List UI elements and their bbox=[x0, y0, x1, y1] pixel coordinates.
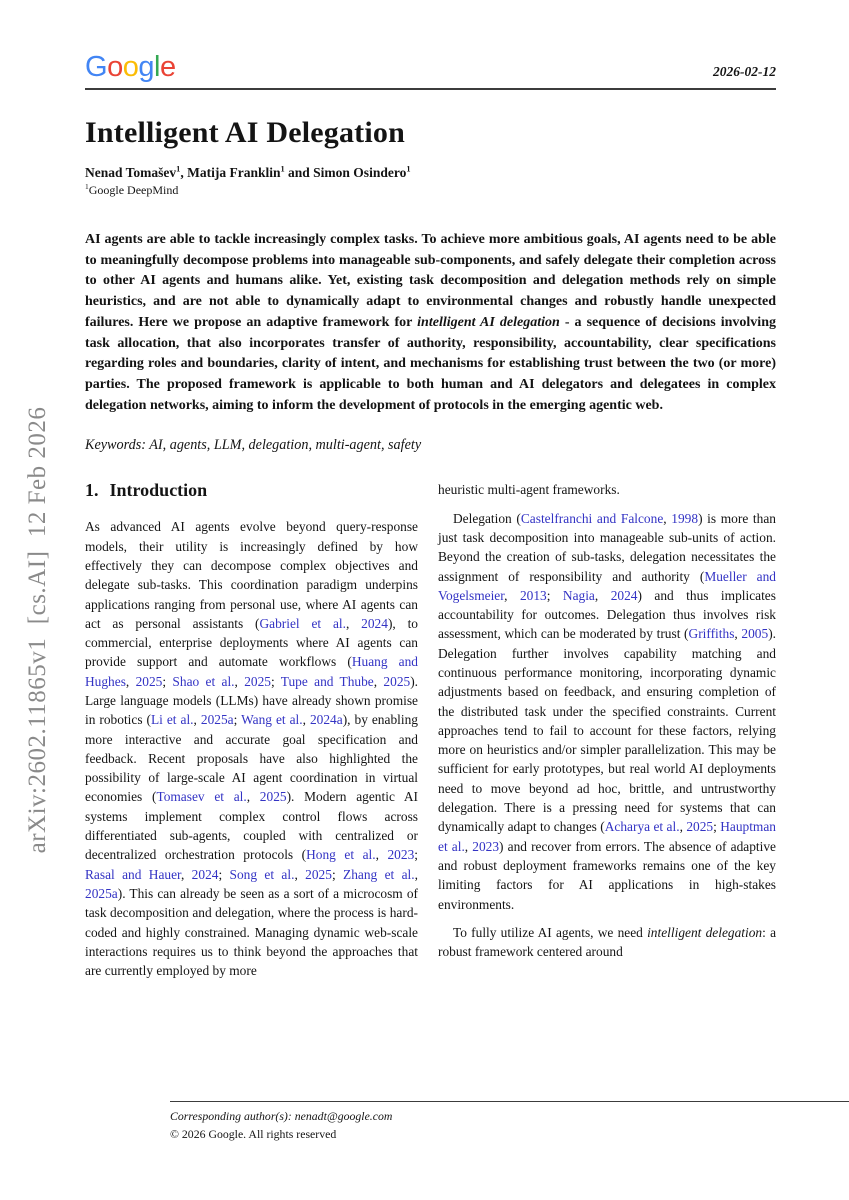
citation-link[interactable]: Wang et al. bbox=[241, 712, 303, 728]
author-superscript: 1 bbox=[85, 182, 89, 191]
citation-link[interactable]: Castelfranchi and Falcone bbox=[520, 510, 664, 526]
text-segment: , Matija Franklin bbox=[180, 165, 281, 180]
text-segment: - a sequence of decisions involving task allocation, that also incorporates transfer of authority, responsibility, accountability, clear specifications regarding roles and boundaries, clarity of intent, and mechanisms for establishing trust between the two (or more) parties. The proposed framework is applicable to both human and AI delegators and delegatees in complex delegation networks, aiming to inform the development of protocols in the emerging agentic web. bbox=[85, 314, 776, 413]
citation-link[interactable]: 2025 bbox=[244, 673, 271, 689]
text-segment: ; bbox=[546, 587, 563, 603]
citation-link[interactable]: Huang and Hughes bbox=[85, 654, 418, 689]
paper-content bbox=[85, 0, 777, 1141]
text-segment: , bbox=[504, 587, 520, 603]
text-segment: heuristic multi-agent frameworks. bbox=[438, 482, 620, 498]
text-segment: AI agents are able to tackle increasingly complex tasks. To achieve more ambitious goals, AI agents need to be able to meaningfully decompose problems into manageable sub-components, and safely delegate their completion across to other AI agents and humans alike. Yet, existing task decomposition and delegation methods rely on simple heuristics, and are not able to dynamically adapt to environmental changes and robustly handle unexpected failures. Here we propose an adaptive framework for bbox=[85, 232, 776, 330]
text-segment: , bbox=[193, 712, 201, 728]
logo-letter: o bbox=[122, 51, 139, 83]
text-segment: ), by enabling more interactive and accurate goal specification and feedback. Recent proposals have also highlighted the possibility of large-scale AI agent coordination in virtual economies ( bbox=[85, 712, 418, 805]
citation-link[interactable]: 2024 bbox=[361, 615, 388, 631]
citation-link[interactable]: Zhang et al. bbox=[343, 866, 415, 882]
text-segment: ). Modern agentic AI systems implement complex control flows across differentiated sub-agents, coupled with centralized or decentralized orchestration protocols ( bbox=[85, 789, 418, 863]
citation-link[interactable]: Nagia bbox=[562, 587, 595, 603]
citation-link[interactable]: Hong et al. bbox=[306, 847, 376, 863]
paragraph bbox=[438, 509, 776, 914]
citation-link[interactable]: 2025a bbox=[85, 885, 118, 901]
text-segment: ; bbox=[162, 673, 173, 689]
citation-link[interactable]: 2025 bbox=[305, 866, 332, 882]
text-segment: , bbox=[594, 587, 611, 603]
text-segment: ), to commercial, enterprise deployments where AI agents can provide support and automate workflows ( bbox=[85, 615, 418, 670]
text-segment: Nenad Tomašev bbox=[85, 165, 177, 180]
arxiv-watermark: arXiv:2602.11865v1 [cs.AI] 12 Feb 2026 bbox=[24, 406, 51, 854]
text-segment: , bbox=[246, 789, 260, 805]
header-rule bbox=[85, 88, 776, 90]
citation-link[interactable]: 2023 bbox=[472, 838, 500, 854]
citation-link[interactable]: 2013 bbox=[519, 587, 547, 603]
logo-letter: G bbox=[85, 51, 108, 83]
text-segment: To fully utilize AI agents, we need bbox=[453, 924, 648, 940]
paragraph bbox=[438, 923, 776, 962]
author-superscript: 1 bbox=[176, 164, 181, 174]
text-segment: , bbox=[679, 819, 687, 835]
text-segment: ; bbox=[414, 847, 418, 863]
section-heading-introduction bbox=[85, 480, 418, 501]
citation-link[interactable]: 2025 bbox=[135, 673, 163, 689]
authors-line bbox=[85, 165, 776, 181]
logo-letter: l bbox=[153, 51, 160, 83]
text-segment: , bbox=[234, 673, 245, 689]
text-segment: ) and thus implicates accountability for outcomes. Delegation thus involves risk assessment, which can be moderated by trust ( bbox=[438, 587, 776, 642]
text-segment: , bbox=[464, 838, 473, 854]
corresponding-author: Corresponding author(s): nenadt@google.com bbox=[170, 1109, 393, 1123]
page-header bbox=[85, 0, 776, 82]
citation-link[interactable]: 2025 bbox=[259, 789, 287, 805]
text-segment: ; bbox=[331, 866, 344, 882]
text-segment: , bbox=[373, 673, 384, 689]
paper-title: Intelligent AI Delegation bbox=[85, 116, 405, 149]
keywords-line: Keywords: AI, agents, LLM, delegation, multi-agent, safety bbox=[85, 437, 422, 454]
text-segment: ). Delegation further involves capability matching and continuous performance monitoring, incorporating dynamic adjustments based on feedback, and ensuring completion of the distributed task under the specified constraints. Current approaches tend to fail to account for these factors, relying more on heuristics and/or simpler parallelization. This may be sufficient for early prototypes, but real world AI deployments need to move beyond ad hoc, brittle, and untrustworthy delegation. There is a pressing need for systems that can dynamically adapt to changes ( bbox=[438, 626, 776, 835]
text-segment: Delegation ( bbox=[453, 510, 521, 526]
text-segment: ) and recover from errors. The absence of adaptive and robust deployment frameworks remains one of the key limiting factors for AI applications in high-stakes environments. bbox=[438, 838, 776, 912]
text-segment: ). Large language models (LLMs) have already shown promise in robotics ( bbox=[85, 673, 419, 728]
text-segment: ; bbox=[218, 866, 230, 882]
text-segment: ) is more than just task decomposition into manageable sub-units of action. Beyond the creation of sub-tasks, delegation necessitates the assignment of responsibility and authority ( bbox=[438, 510, 776, 584]
citation-link[interactable]: Griffiths bbox=[688, 626, 735, 642]
citation-link[interactable]: Li et al. bbox=[150, 712, 194, 728]
paragraph bbox=[438, 480, 776, 499]
citation-link[interactable]: Rasal and Hauer bbox=[85, 866, 181, 882]
citation-link[interactable]: Hauptman et al. bbox=[438, 819, 776, 854]
text-segment: , bbox=[414, 866, 418, 882]
text-segment: , bbox=[734, 626, 742, 642]
right-column bbox=[438, 480, 776, 961]
text-segment: ; bbox=[713, 819, 721, 835]
section-number: 1. bbox=[85, 480, 99, 501]
text-segment: , bbox=[294, 866, 306, 882]
text-segment: , bbox=[663, 510, 672, 526]
text-segment: : a robust framework centered around bbox=[438, 924, 777, 960]
section-title: Introduction bbox=[109, 480, 208, 501]
text-segment: ; bbox=[270, 673, 281, 689]
citation-link[interactable]: 1998 bbox=[671, 510, 699, 526]
citation-link[interactable]: 2025 bbox=[686, 819, 714, 835]
text-segment: ; bbox=[233, 712, 242, 728]
text-segment: and Simon Osindero bbox=[284, 165, 407, 180]
citation-link[interactable]: Song et al. bbox=[229, 866, 295, 882]
text-segment: , bbox=[302, 712, 310, 728]
footer-rule bbox=[170, 1101, 849, 1102]
citation-link[interactable]: 2024a bbox=[309, 712, 343, 728]
author-superscript: 1 bbox=[280, 164, 285, 174]
text-segment: ). This can already be seen as a sort of a microcosm of task decomposition and delegation, where the process is hard-coded and highly constrained. Managing dynamic web-scale interactions requires us to think beyond the approaches that are currently employed by more bbox=[85, 885, 418, 979]
abstract bbox=[85, 230, 776, 416]
citation-link[interactable]: 2024 bbox=[610, 587, 638, 603]
text-segment: As advanced AI agents evolve beyond query-response models, their utility is increasingly defined by how effectively they can decompose complex objectives and delegate sub-tasks. This coordination paradigm underpins applications ranging from personal use, where AI agents can act as personal assistants ( bbox=[85, 519, 418, 631]
citation-link[interactable]: 2025a bbox=[200, 712, 234, 728]
text-segment: Google DeepMind bbox=[88, 183, 179, 197]
text-segment: , bbox=[180, 866, 192, 882]
citation-link[interactable]: Mueller and Vogelsmeier bbox=[438, 568, 777, 603]
text-segment: , bbox=[345, 615, 362, 631]
citation-link[interactable]: 2024 bbox=[191, 866, 219, 882]
citation-link[interactable]: Shao et al. bbox=[172, 673, 235, 689]
text-segment: intelligent AI delegation bbox=[417, 314, 560, 330]
logo-letter: g bbox=[138, 51, 154, 83]
citation-link[interactable]: Tomasev et al. bbox=[156, 789, 247, 805]
page-footer bbox=[170, 1101, 849, 1142]
affiliation-line bbox=[85, 183, 776, 198]
paragraph bbox=[85, 517, 418, 980]
google-logo bbox=[85, 53, 176, 82]
citation-link[interactable]: Acharya et al. bbox=[604, 819, 680, 835]
citation-link[interactable]: Tupe and Thube bbox=[280, 673, 374, 689]
citation-link[interactable]: 2005 bbox=[741, 626, 769, 642]
citation-link[interactable]: 2025 bbox=[383, 673, 411, 689]
copyright-line: © 2026 Google. All rights reserved bbox=[170, 1127, 337, 1141]
author-superscript: 1 bbox=[406, 164, 411, 174]
logo-letter: e bbox=[159, 51, 176, 83]
body-columns bbox=[85, 480, 776, 980]
left-column bbox=[85, 480, 418, 980]
text-segment: , bbox=[125, 673, 136, 689]
text-segment: intelligent delegation bbox=[647, 924, 763, 940]
text-segment: , bbox=[375, 847, 388, 863]
header-date: 2026-02-12 bbox=[713, 64, 776, 79]
citation-link[interactable]: Gabriel et al. bbox=[259, 615, 346, 631]
citation-link[interactable]: 2023 bbox=[387, 847, 415, 863]
logo-letter: o bbox=[107, 51, 123, 83]
